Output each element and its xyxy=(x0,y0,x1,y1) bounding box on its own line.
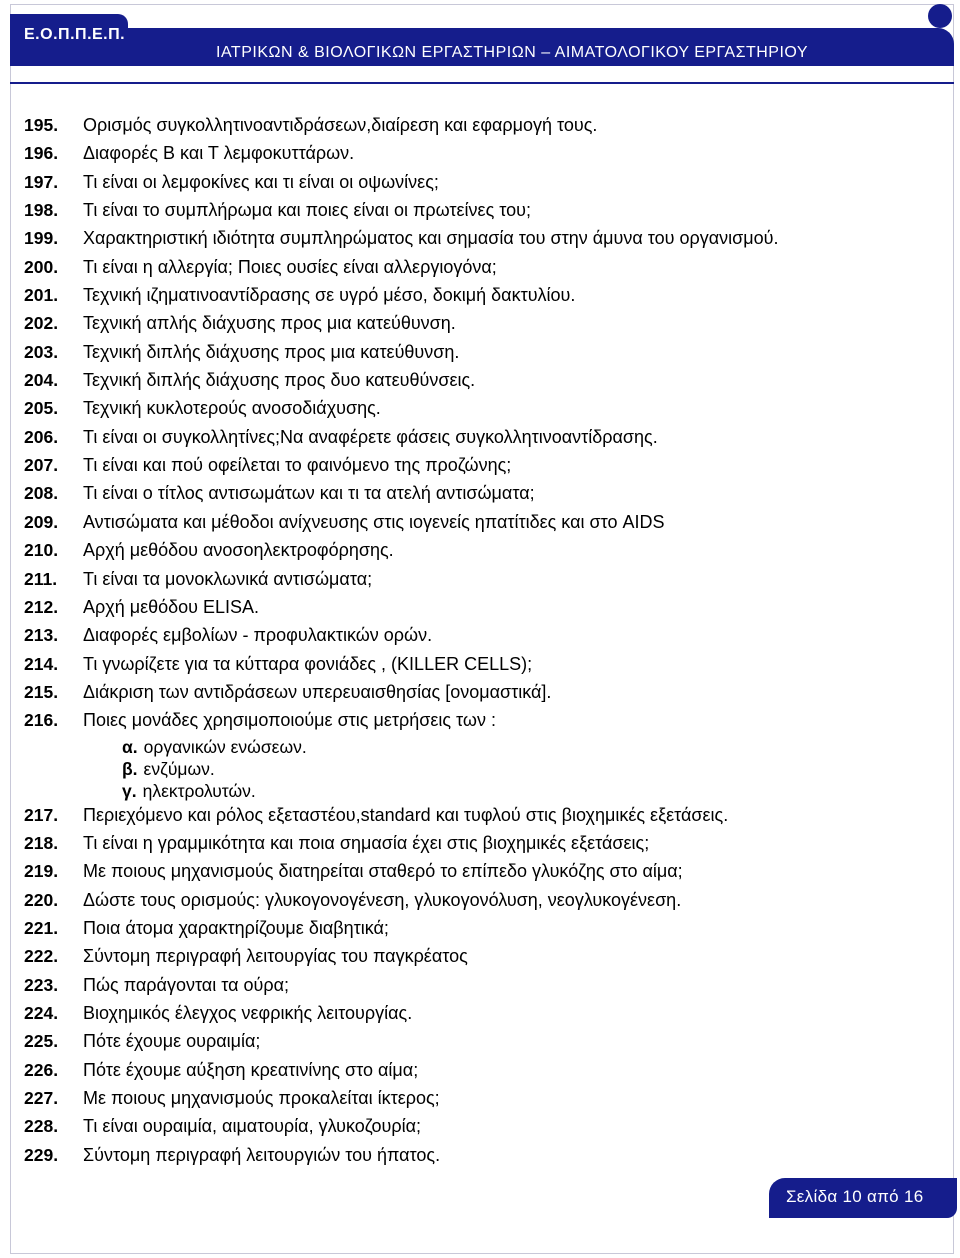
question-number: 226. xyxy=(24,1059,59,1080)
sub-item-marker: α. xyxy=(122,736,138,757)
question-item xyxy=(24,1085,944,1113)
question-text: Περιεχόμενο και ρόλος εξεταστέου,standard και τυφλού στις βιοχημικές εξετάσεις. xyxy=(83,804,729,825)
header-title: ΙΑΤΡΙΚΩΝ & ΒΙΟΛΟΓΙΚΩΝ ΕΡΓΑΣΤΗΡΙΩΝ – ΑΙΜΑΤΟΛΟΓΙΚΟΥ ΕΡΓΑΣΤΗΡΙΟΥ xyxy=(216,44,809,61)
question-number: 195. xyxy=(24,115,59,135)
question-number: 197. xyxy=(24,171,59,192)
question-number: 214. xyxy=(24,653,59,674)
question-number: 206. xyxy=(24,426,59,447)
question-text: Διαφορές Β και Τ λεμφοκυττάρων. xyxy=(83,143,355,164)
question-item xyxy=(24,1057,944,1085)
question-item xyxy=(24,169,944,197)
question-item xyxy=(24,509,944,537)
question-text: Χαρακτηριστική ιδιότητα συμπληρώματος και σημασία του στην άμυνα του οργανισμού. xyxy=(83,228,779,249)
question-number: 212. xyxy=(24,596,59,617)
question-item xyxy=(24,566,944,594)
question-item xyxy=(24,594,944,622)
question-text: Τι είναι η γραμμικότητα και ποια σημασία έχει στις βιοχημικές εξετάσεις; xyxy=(83,832,650,853)
question-text: Τι είναι οι λεμφοκίνες και τι είναι οι οψωνίνες; xyxy=(83,171,439,192)
question-number: 222. xyxy=(24,946,59,967)
question-number: 224. xyxy=(24,1002,59,1023)
question-item xyxy=(24,254,944,282)
question-item xyxy=(24,452,944,480)
question-text: Ποιες μονάδες χρησιμοποιούμε στις μετρήσεις των : xyxy=(83,710,496,731)
question-item xyxy=(24,915,944,943)
question-text: Σύντομη περιγραφή λειτουργιών του ήπατος. xyxy=(83,1144,441,1165)
question-number: 225. xyxy=(24,1031,59,1052)
page-number: Σελίδα 10 από 16 xyxy=(786,1187,924,1206)
question-text: Τι είναι το συμπλήρωμα και ποιες είναι οι πρωτείνες του; xyxy=(83,200,531,221)
question-text: Με ποιους μηχανισμούς διατηρείται σταθερό το επίπεδο γλυκόζης στο αίμα; xyxy=(83,861,683,882)
question-number: 209. xyxy=(24,511,59,532)
question-text: Τι είναι ο τίτλος αντισωμάτων και τι τα ατελή αντισώματα; xyxy=(83,483,535,504)
question-text: Πότε έχουμε ουραιμία; xyxy=(83,1031,261,1052)
question-number: 204. xyxy=(24,370,59,391)
question-item xyxy=(24,282,944,310)
question-item xyxy=(24,972,944,1000)
question-text: Τι είναι η αλλεργία; Ποιες ουσίες είναι αλλεργιογόνα; xyxy=(83,256,497,277)
question-text: Τι είναι ουραιμία, αιματουρία, γλυκοζουρία; xyxy=(83,1116,422,1137)
question-item xyxy=(24,622,944,650)
question-text: Τεχνική διπλής διάχυσης προς μια κατεύθυνση. xyxy=(83,341,460,362)
question-number: 202. xyxy=(24,313,59,334)
question-number: 208. xyxy=(24,483,59,504)
sub-item-text: ηλεκτρολυτών. xyxy=(142,780,256,801)
question-item xyxy=(24,858,944,886)
sub-item-text: ενζύμων. xyxy=(143,758,215,779)
question-text: Τεχνική διπλής διάχυσης προς δυο κατευθύνσεις. xyxy=(83,370,476,391)
question-number: 229. xyxy=(24,1144,59,1165)
question-text: Τι είναι και πού οφείλεται το φαινόμενο της προζώνης; xyxy=(83,455,512,476)
question-item xyxy=(24,802,944,830)
question-number: 200. xyxy=(24,256,59,277)
question-item xyxy=(24,225,944,253)
question-text: Τεχνική ιζηματινοαντίδρασης σε υγρό μέσο, δοκιμή δακτυλίου. xyxy=(83,285,576,306)
question-item xyxy=(24,679,944,707)
question-text: Ορισμός συγκολλητινοαντιδράσεων,διαίρεση και εφαρμογή τους. xyxy=(83,115,598,135)
question-item xyxy=(24,367,944,395)
sub-item-text: οργανικών ενώσεων. xyxy=(143,736,307,757)
sub-item xyxy=(122,758,960,780)
question-text: Τεχνική κυκλοτερούς ανοσοδιάχυσης. xyxy=(83,398,381,419)
question-item xyxy=(24,887,944,915)
question-item xyxy=(24,1142,944,1170)
question-number: 221. xyxy=(24,917,59,938)
question-text: Τεχνική απλής διάχυσης προς μια κατεύθυνση. xyxy=(83,313,456,334)
question-number: 220. xyxy=(24,889,59,910)
corner-decoration xyxy=(928,4,952,28)
sub-item-marker: γ. xyxy=(122,780,137,801)
sub-item-list xyxy=(24,736,944,802)
header-org: Ε.Ο.Π.Π.Ε.Π. xyxy=(24,26,126,43)
sub-item xyxy=(122,736,960,758)
question-item xyxy=(24,537,944,565)
question-number: 215. xyxy=(24,681,59,702)
question-item xyxy=(24,1113,944,1141)
question-text: Αρχή μεθόδου ELISA. xyxy=(83,596,260,617)
header-rule xyxy=(10,82,954,84)
question-text: Αντισώματα και μέθοδοι ανίχνευσης στις ιογενείς ηπατίτιδες και στο AIDS xyxy=(83,511,665,532)
question-text: Τι είναι τα μονοκλωνικά αντισώματα; xyxy=(83,568,373,589)
question-text: Τι είναι οι συγκολλητίνες;Να αναφέρετε φάσεις συγκολλητινοαντίδρασης. xyxy=(83,426,658,447)
question-item xyxy=(24,112,944,140)
question-text: Δώστε τους ορισμούς: γλυκογονογένεση, γλυκογονόλυση, νεογλυκογένεση. xyxy=(83,889,682,910)
sub-item xyxy=(122,780,960,802)
question-text: Αρχή μεθόδου ανοσοηλεκτροφόρησης. xyxy=(83,540,394,561)
question-number: 228. xyxy=(24,1116,59,1137)
question-number: 217. xyxy=(24,804,59,825)
question-item xyxy=(24,339,944,367)
question-item xyxy=(24,1028,944,1056)
page-header xyxy=(10,4,954,78)
question-text: Πώς παράγονται τα ούρα; xyxy=(83,974,289,995)
question-text: Ποια άτομα χαρακτηρίζουμε διαβητικά; xyxy=(83,917,389,938)
question-number: 205. xyxy=(24,398,59,419)
sub-item-marker: β. xyxy=(122,758,138,779)
question-text: Τι γνωρίζετε για τα κύτταρα φονιάδες , (KILLER CELLS); xyxy=(83,653,533,674)
question-number: 219. xyxy=(24,861,59,882)
question-number: 199. xyxy=(24,228,59,249)
question-item xyxy=(24,480,944,508)
question-number: 227. xyxy=(24,1088,59,1108)
question-text: Διαφορές εμβολίων - προφυλακτικών ορών. xyxy=(83,625,433,646)
question-number: 213. xyxy=(24,625,59,646)
question-item xyxy=(24,830,944,858)
question-text: Σύντομη περιγραφή λειτουργίας του παγκρέατος xyxy=(83,946,468,967)
question-text: Διάκριση των αντιδράσεων υπερευαισθησίας [ονομαστικά]. xyxy=(83,681,552,702)
question-item xyxy=(24,943,944,971)
question-number: 211. xyxy=(24,568,58,589)
question-number: 196. xyxy=(24,143,59,164)
question-number: 223. xyxy=(24,974,59,995)
question-item xyxy=(24,707,944,735)
question-text: Πότε έχουμε αύξηση κρεατινίνης στο αίμα; xyxy=(83,1059,419,1080)
question-number: 218. xyxy=(24,832,59,853)
question-item xyxy=(24,1000,944,1028)
question-item xyxy=(24,310,944,338)
question-number: 201. xyxy=(24,285,59,306)
question-item xyxy=(24,651,944,679)
question-number: 216. xyxy=(24,710,59,731)
question-number: 207. xyxy=(24,455,59,476)
question-item xyxy=(24,197,944,225)
question-list xyxy=(24,112,944,1170)
question-item xyxy=(24,424,944,452)
question-number: 198. xyxy=(24,200,59,221)
question-number: 203. xyxy=(24,341,59,362)
question-item xyxy=(24,140,944,168)
question-item xyxy=(24,395,944,423)
question-text: Με ποιους μηχανισμούς προκαλείται ίκτερος; xyxy=(83,1088,440,1108)
question-number: 210. xyxy=(24,540,59,561)
question-text: Βιοχημικός έλεγχος νεφρικής λειτουργίας. xyxy=(83,1002,413,1023)
